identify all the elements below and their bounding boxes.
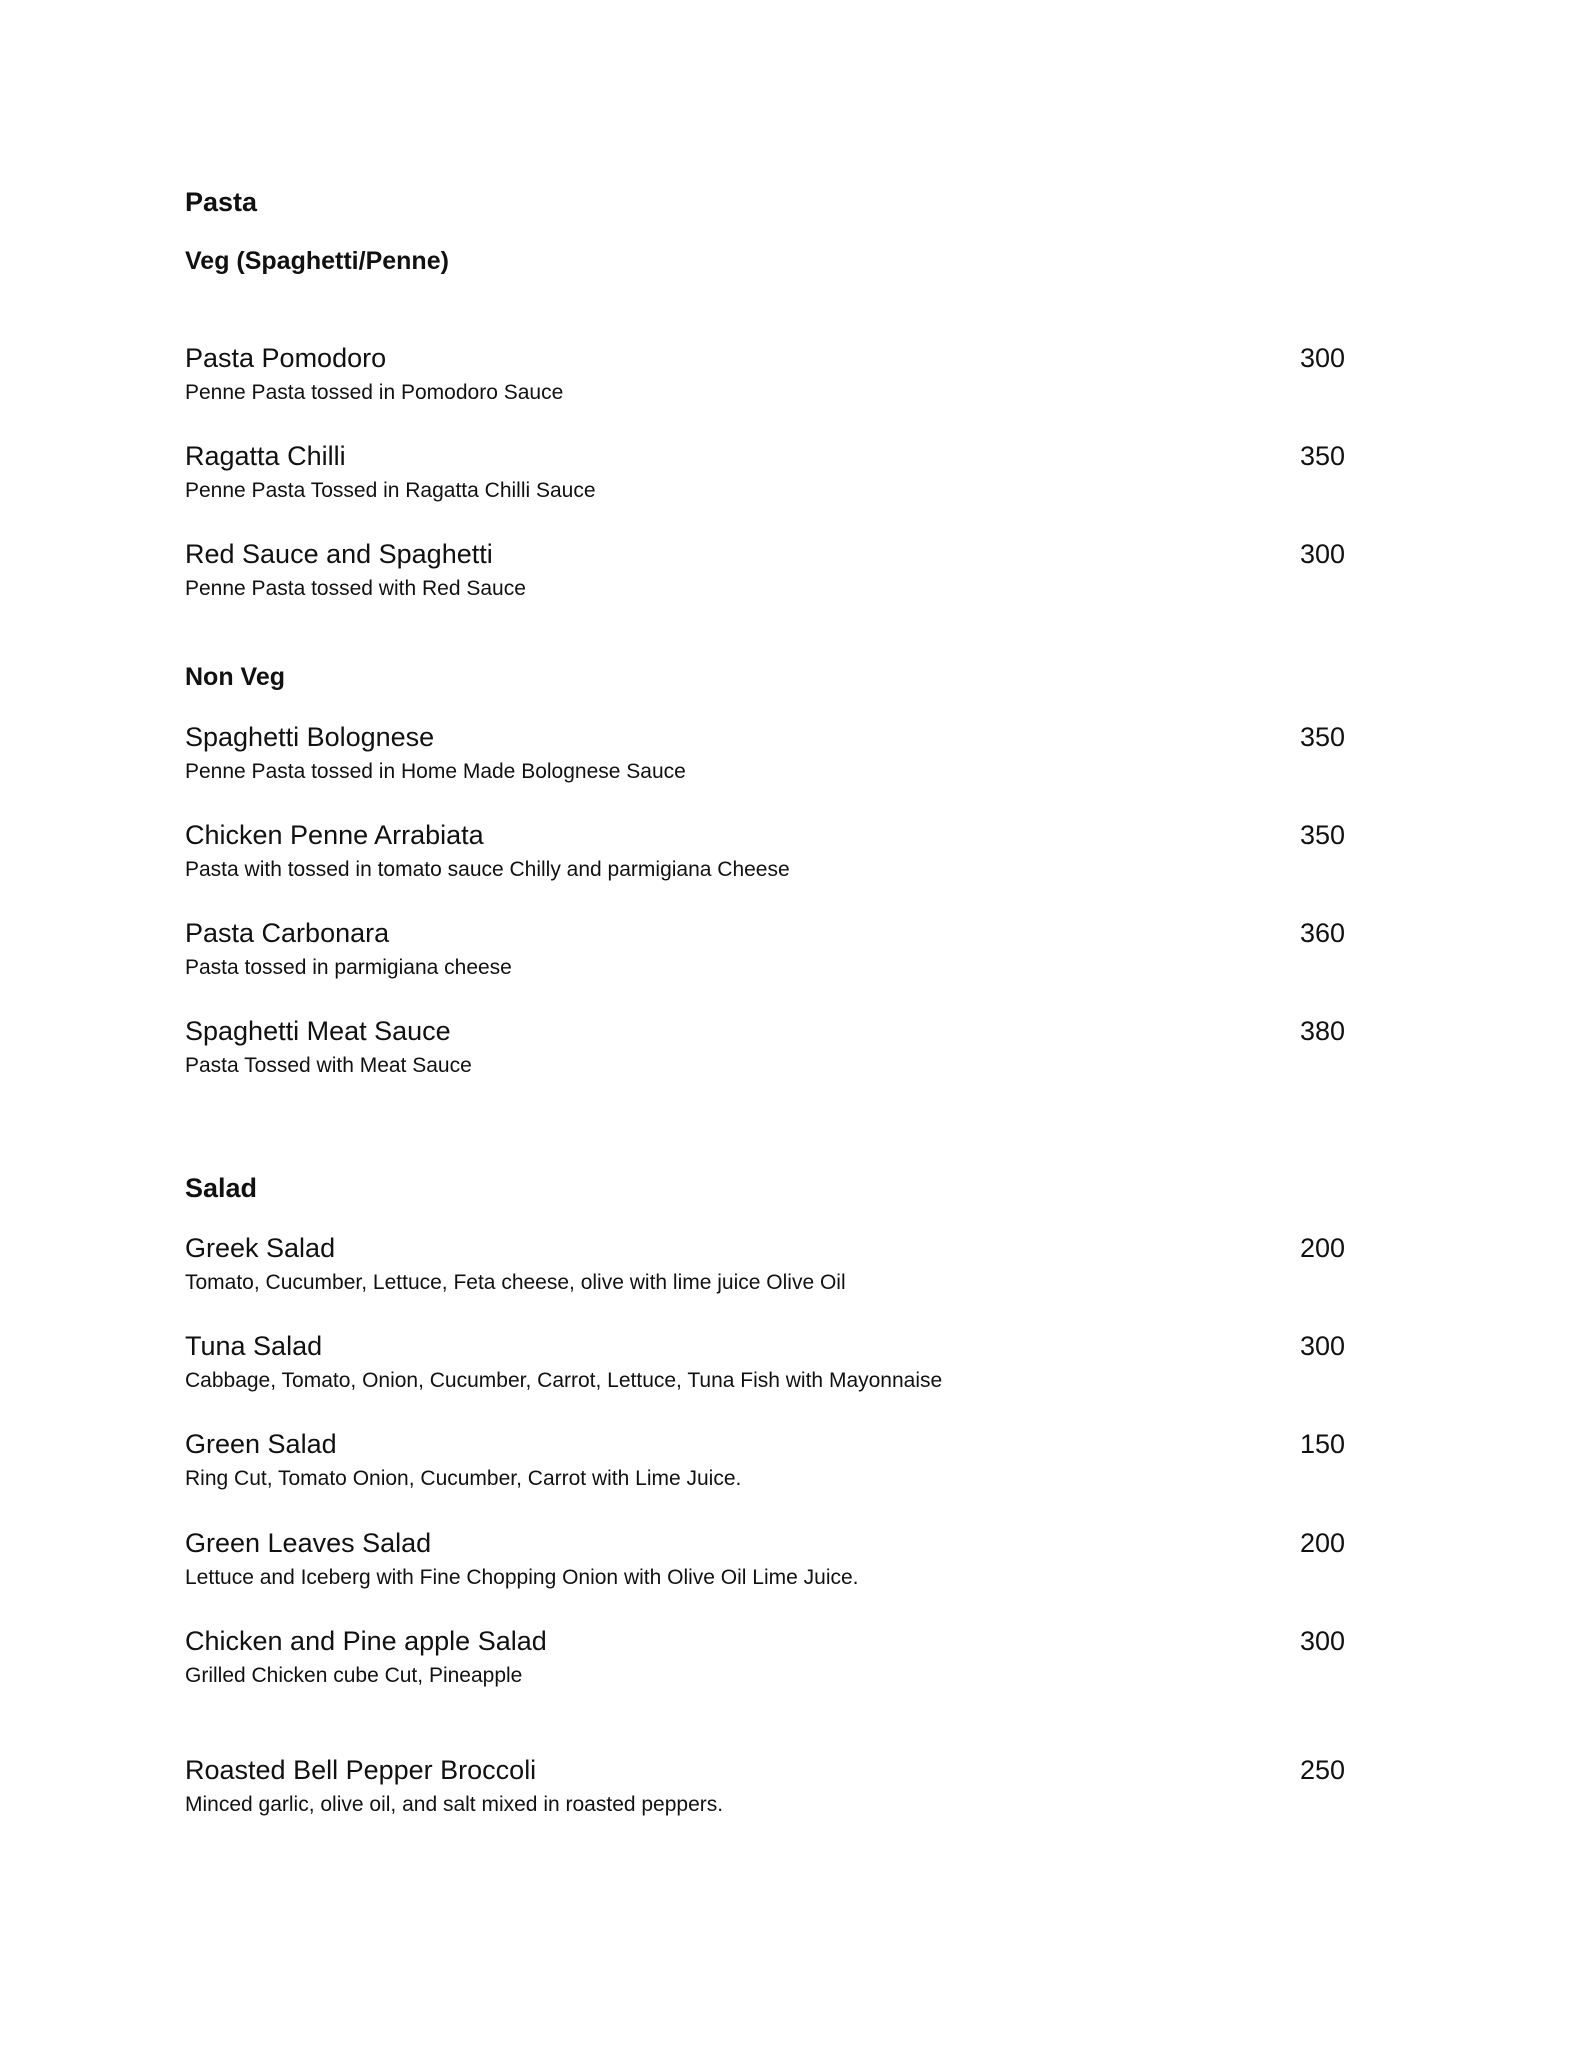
item-name: Pasta Carbonara [185, 918, 390, 948]
item-price: 200 [1299, 1233, 1345, 1263]
item-name: Roasted Bell Pepper Broccoli [185, 1755, 537, 1785]
item-name: Spaghetti Meat Sauce [185, 1016, 451, 1046]
section-title-pasta: Pasta [185, 187, 258, 217]
menu-item [185, 1232, 1345, 1312]
subsection-title-veg: Veg (Spaghetti/Penne) [185, 247, 449, 275]
menu-item [185, 1015, 1345, 1095]
menu-item [185, 1625, 1345, 1705]
item-description: Cabbage, Tomato, Onion, Cucumber, Carrot, Lettuce, Tuna Fish with Mayonnaise [185, 1369, 943, 1392]
item-name: Greek Salad [185, 1233, 336, 1263]
item-description: Ring Cut, Tomato Onion, Cucumber, Carrot with Lime Juice. [185, 1467, 742, 1490]
item-price: 300 [1299, 1331, 1345, 1361]
item-description: Pasta with tossed in tomato sauce Chilly and parmigiana Cheese [185, 858, 790, 881]
item-name: Tuna Salad [185, 1331, 323, 1361]
item-price: 350 [1299, 722, 1345, 752]
menu-item [185, 1428, 1345, 1508]
item-description: Lettuce and Iceberg with Fine Chopping Onion with Olive Oil Lime Juice. [185, 1566, 859, 1589]
item-price: 300 [1299, 1626, 1345, 1656]
item-name: Chicken Penne Arrabiata [185, 820, 484, 850]
item-price: 300 [1299, 343, 1345, 373]
item-name: Red Sauce and Spaghetti [185, 539, 493, 569]
item-price: 250 [1299, 1755, 1345, 1785]
menu-item [185, 440, 1345, 520]
item-price: 200 [1299, 1528, 1345, 1558]
item-name: Spaghetti Bolognese [185, 722, 435, 752]
item-price: 350 [1299, 820, 1345, 850]
item-description: Grilled Chicken cube Cut, Pineapple [185, 1664, 523, 1687]
item-price: 300 [1299, 539, 1345, 569]
subsection-title-nonveg: Non Veg [185, 663, 286, 691]
item-description: Pasta Tossed with Meat Sauce [185, 1054, 472, 1077]
item-description: Minced garlic, olive oil, and salt mixed in roasted peppers. [185, 1793, 724, 1816]
section-title-salad: Salad [185, 1173, 258, 1203]
menu-item [185, 1330, 1345, 1410]
menu-item [185, 721, 1345, 801]
menu-item [185, 1754, 1345, 1834]
item-description: Pasta tossed in parmigiana cheese [185, 956, 512, 979]
item-price: 360 [1299, 918, 1345, 948]
menu-item [185, 538, 1345, 618]
item-description: Penne Pasta tossed in Pomodoro Sauce [185, 381, 564, 404]
item-description: Penne Pasta tossed in Home Made Bolognese Sauce [185, 760, 686, 783]
item-name: Pasta Pomodoro [185, 343, 387, 373]
item-name: Green Leaves Salad [185, 1528, 432, 1558]
item-price: 380 [1299, 1016, 1345, 1046]
item-description: Penne Pasta Tossed in Ragatta Chilli Sauce [185, 479, 596, 502]
item-price: 150 [1299, 1429, 1345, 1459]
menu-item [185, 819, 1345, 899]
menu-item [185, 1527, 1345, 1607]
item-name: Green Salad [185, 1429, 337, 1459]
item-description: Penne Pasta tossed with Red Sauce [185, 577, 526, 600]
item-price: 350 [1299, 441, 1345, 471]
item-name: Ragatta Chilli [185, 441, 346, 471]
menu-item [185, 917, 1345, 997]
item-description: Tomato, Cucumber, Lettuce, Feta cheese, olive with lime juice Olive Oil [185, 1271, 846, 1294]
item-name: Chicken and Pine apple Salad [185, 1626, 547, 1656]
menu-item [185, 342, 1345, 422]
